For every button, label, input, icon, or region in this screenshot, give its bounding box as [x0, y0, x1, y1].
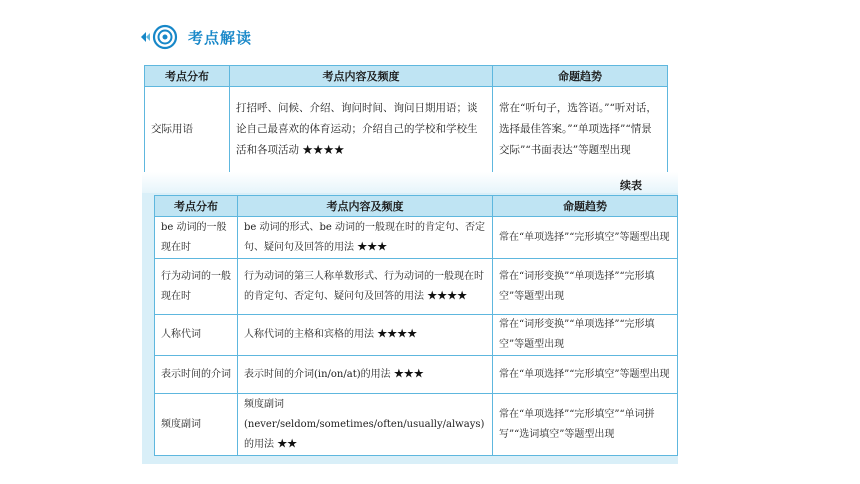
- trend-cell: 常在“单项选择”“完形填空”“单词拼写”“选词填空”等题型出现: [493, 394, 678, 456]
- content-cell: [238, 315, 493, 356]
- content-cell: [238, 356, 493, 394]
- topic-cell: 频度副词: [155, 394, 238, 456]
- table-row: [145, 87, 668, 173]
- frequency-stars: ★★: [277, 438, 298, 450]
- frequency-stars: ★★★★: [377, 329, 418, 340]
- topic-cell: 交际用语: [145, 87, 230, 173]
- content-text: 人称代词的主格和宾格的用法: [244, 329, 374, 340]
- content-text: 表示时间的介词(in/on/at)的用法: [244, 368, 391, 380]
- content-cell: [238, 217, 493, 259]
- column-header-topic: 考点分布: [155, 196, 238, 217]
- target-icon: [138, 24, 178, 50]
- frequency-stars: ★★★: [357, 241, 388, 253]
- content-text: 行为动词的第三人称单数形式、行为动词的一般现在时的肯定句、否定句、疑问句及回答的用法: [244, 270, 484, 302]
- content-cell: [230, 87, 493, 173]
- trend-cell: 常在“单项选择”“完形填空”等题型出现: [493, 217, 678, 259]
- topic-cell: be 动词的一般现在时: [155, 217, 238, 259]
- topic-cell: 人称代词: [155, 315, 238, 356]
- content-text: be 动词的形式、be 动词的一般现在时的肯定句、否定句、疑问句及回答的用法: [244, 221, 485, 253]
- topic-cell: 行为动词的一般现在时: [155, 259, 238, 315]
- topic-cell: 表示时间的介词: [155, 356, 238, 394]
- column-header-trend: 命题趋势: [493, 196, 678, 217]
- table-row: [155, 259, 678, 315]
- table-header-row: [155, 196, 678, 217]
- frequency-stars: ★★★★: [302, 144, 345, 156]
- column-header-content: 考点内容及频度: [238, 196, 493, 217]
- column-header-trend: 命题趋势: [493, 66, 668, 87]
- table-row: [155, 315, 678, 356]
- section-header: [138, 24, 252, 50]
- trend-cell: 常在“词形变换”“单项选择”“完形填空”等题型出现: [493, 315, 678, 356]
- table-row: [155, 356, 678, 394]
- table-row: [155, 394, 678, 456]
- trend-cell: 常在“词形变换”“单项选择”“完形填空”等题型出现: [493, 259, 678, 315]
- section-title: 考点解读: [188, 28, 253, 47]
- continuation-label: 续表: [620, 179, 642, 192]
- frequency-stars: ★★★: [393, 368, 424, 380]
- exam-points-table: [144, 65, 668, 173]
- table-row: [155, 217, 678, 259]
- frequency-stars: ★★★★: [427, 290, 468, 302]
- exam-points-table-continued: [154, 195, 678, 456]
- trend-cell: 常在“单项选择”“完形填空”等题型出现: [493, 356, 678, 394]
- column-header-content: 考点内容及频度: [230, 66, 493, 87]
- trend-cell: 常在“听句子，选答语。”“听对话，选择最佳答案。”“单项选择”“情景交际”“书面表达”等题型出现: [493, 87, 668, 173]
- content-cell: [238, 259, 493, 315]
- column-header-topic: 考点分布: [145, 66, 230, 87]
- table-header-row: [145, 66, 668, 87]
- content-text: 打招呼、问候、介绍、询问时间、询问日期用语；谈论自己最喜欢的体育运动；介绍自己的学校和学校生活和各项活动: [236, 102, 478, 156]
- content-cell: [238, 394, 493, 456]
- content-text: 频度副词(never/seldom/sometimes/often/usually/always)的用法: [244, 398, 485, 450]
